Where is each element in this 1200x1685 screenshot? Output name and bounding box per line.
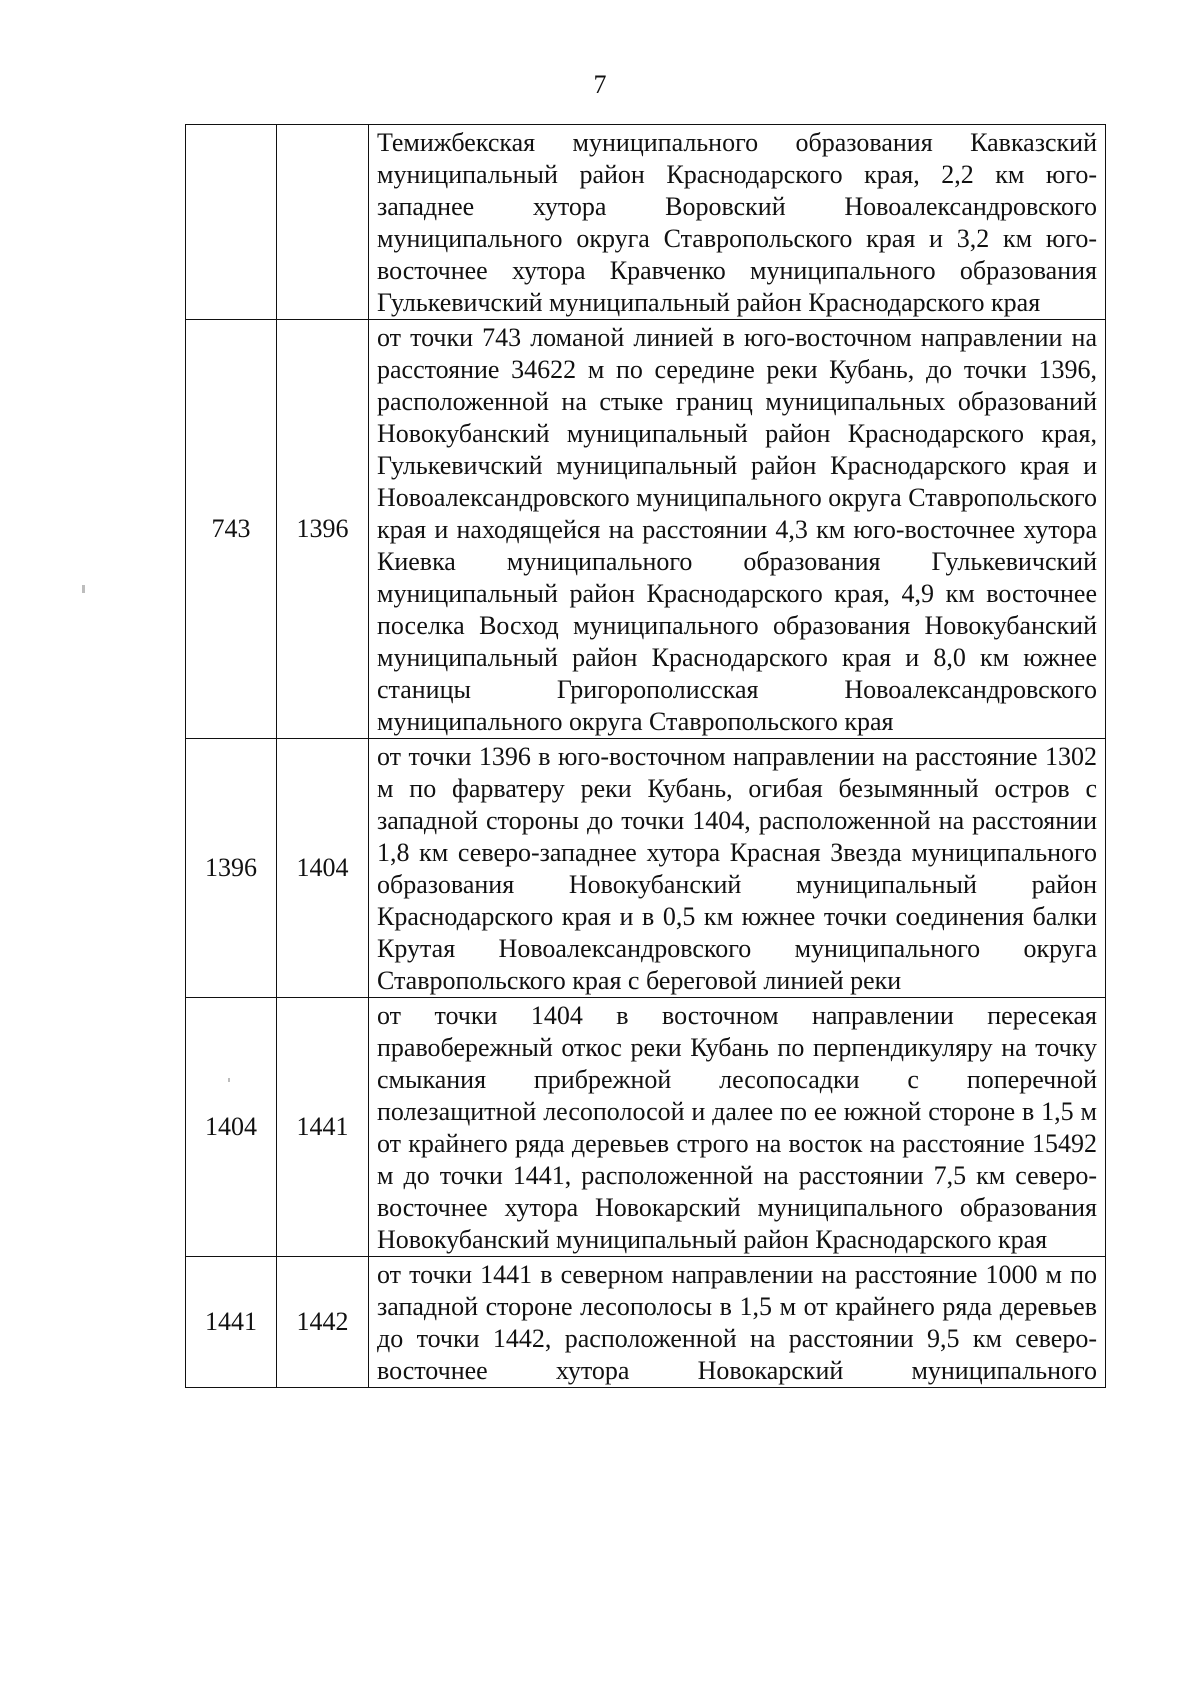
boundary-description-cell: от точки 1404 в восточном направлении пересекая правобережный откос реки Кубань по перпендикуляру на точку смыкания прибрежной лесопосадки с поперечной полезащитной лесополосой и далее по ее южной стороне в 1,5 м от крайнего ряда деревьев строго на восток на расстояние 15492 м до точки 1441, расположенной на расстоянии 7,5 км северо-восточнее хутора Новокарский муниципального образования Новокубанский муниципальный район Краснодарского края xyxy=(369,998,1106,1257)
to-point-cell: 1396 xyxy=(277,320,369,739)
scan-artifact xyxy=(228,1078,230,1082)
boundary-description-cell: Темижбекская муниципального образования Кавказский муниципальный район Краснодарского края, 2,2 км юго-западнее хутора Воровский Новоалександровского муниципального округа Ставропольского края и 3,2 км юго-восточнее хутора Кравченко муниципального образования Гулькевичский муниципальный район Краснодарского края xyxy=(369,125,1106,320)
from-point-cell: 743 xyxy=(186,320,277,739)
boundary-description-cell: от точки 743 ломаной линией в юго-восточном направлении на расстояние 34622 м по середине реки Кубань, до точки 1396, расположенной на стыке границ муниципальных образований Новокубанский муниципальный район Краснодарского края, Гулькевичский муниципальный район Краснодарского края и Новоалександровского муниципального округа Ставропольского края и находящейся на расстоянии 4,3 км юго-восточнее хутора Киевка муниципального образования Гулькевичский муниципальный район Краснодарского края, 4,9 км восточнее поселка Восход муниципального образования Новокубанский муниципальный район Краснодарского края и 8,0 км южнее станицы Григорополисская Новоалександровского муниципального округа Ставропольского края xyxy=(369,320,1106,739)
scan-artifact xyxy=(82,585,85,593)
to-point-cell xyxy=(277,125,369,320)
table-row xyxy=(186,998,1106,1257)
to-point-cell: 1441 xyxy=(277,998,369,1257)
table-row xyxy=(186,320,1106,739)
page-number: 7 xyxy=(593,70,607,99)
table-row xyxy=(186,125,1106,320)
to-point-cell: 1404 xyxy=(277,739,369,998)
from-point-cell xyxy=(186,125,277,320)
from-point-cell: 1404 xyxy=(186,998,277,1257)
boundary-description-cell: от точки 1441 в северном направлении на расстояние 1000 м по западной стороне лесополосы в 1,5 м от крайнего ряда деревьев до точки 1442, расположенной на расстоянии 9,5 км северо-восточнее хутора Новокарский муниципального xyxy=(369,1257,1106,1388)
table-row xyxy=(186,739,1106,998)
boundary-description-table xyxy=(185,124,1106,1388)
from-point-cell: 1396 xyxy=(186,739,277,998)
table-row xyxy=(186,1257,1106,1388)
from-point-cell: 1441 xyxy=(186,1257,277,1388)
to-point-cell: 1442 xyxy=(277,1257,369,1388)
boundary-description-cell: от точки 1396 в юго-восточном направлении на расстояние 1302 м по фарватеру реки Кубань, огибая безымянный остров с западной стороны до точки 1404, расположенной на расстоянии 1,8 км северо-западнее хутора Красная Звезда муниципального образования Новокубанский муниципальный район Краснодарского края и в 0,5 км южнее точки соединения балки Крутая Новоалександровского муниципального округа Ставропольского края с береговой линией реки xyxy=(369,739,1106,998)
